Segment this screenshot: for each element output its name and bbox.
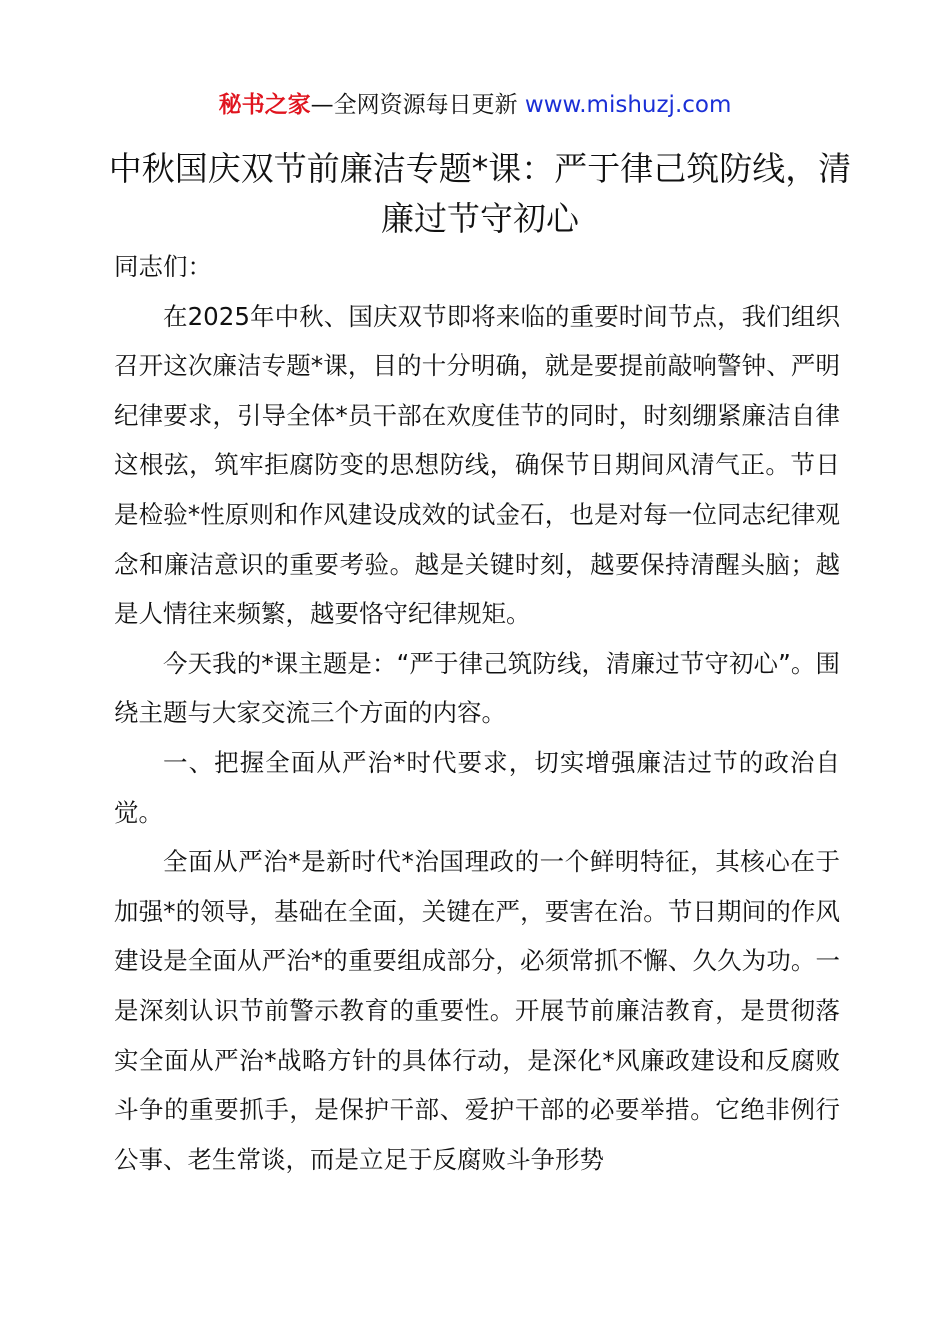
document-body	[114, 242, 840, 1184]
paragraph-intro: 在2025年中秋、国庆双节即将来临的重要时间节点，我们组织召开这次廉洁专题*课，目的十分明确，就是要提前敲响警钟、严明纪律要求，引导全体*员干部在欢度佳节的同时，时刻绷紧廉洁自律这根弦，筑牢拒腐防变的思想防线，确保节日期间风清气正。节日是检验*性原则和作风建设成效的试金石，也是对每一位同志纪律观念和廉洁意识的重要考验。越是关键时刻，越要保持清醒头脑；越是人情往来频繁，越要恪守纪律规矩。	[114, 301, 840, 629]
paragraph-topic: 今天我的*课主题是：“严于律己筑防线，清廉过节守初心”。围绕主题与大家交流三个方面的内容。	[114, 648, 840, 728]
site-tagline: —全网资源每日更新	[310, 92, 525, 118]
salutation: 同志们：	[114, 252, 212, 281]
document-title: 中秋国庆双节前廉洁专题*课：严于律己筑防线，清廉过节守初心	[108, 149, 852, 238]
paragraph-section-1: 全面从严治*是新时代*治国理政的一个鲜明特征，其核心在于加强*的领导，基础在全面，关键在严，要害在治。节日期间的作风建设是全面从严治*的重要组成部分，必须常抓不懈、久久为功。一是深刻认识节前警示教育的重要性。开展节前廉洁教育，是贯彻落实全面从严治*战略方针的具体行动，是深化*风廉政建设和反腐败斗争的重要抓手，是保护干部、爱护干部的必要举措。它绝非例行公事、老生常谈，而是立足于反腐败斗争形势	[114, 847, 840, 1174]
site-header	[0, 88, 950, 122]
site-brand: 秘书之家	[218, 92, 311, 118]
section-heading-1: 一、把握全面从严治*时代要求，切实增强廉洁过节的政治自觉。	[114, 747, 840, 827]
site-url-link[interactable]: www.mishuzj.com	[524, 92, 732, 118]
